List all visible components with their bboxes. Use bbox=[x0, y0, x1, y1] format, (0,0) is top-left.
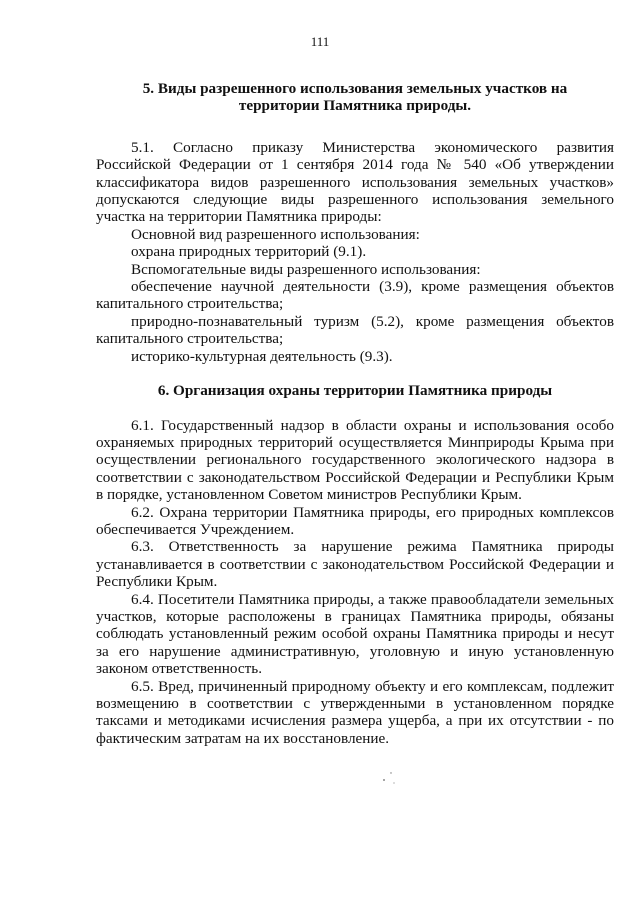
section-5-title-line-2: территории Памятника природы. bbox=[238, 97, 472, 115]
main-use-item: охрана природных территорий (9.1). bbox=[131, 243, 367, 261]
paragraph-6-2: 6.2. Охрана территории Памятника природы, его природных комплексов обеспечивается Учреждением. bbox=[96, 503, 614, 538]
scan-specks bbox=[380, 768, 410, 788]
document-body bbox=[96, 80, 614, 747]
paragraph-6-3: 6.3. Ответственность за нарушение режима Памятника природы устанавливается в соответствии с законодательством Российской Федерации и Республики Крым. bbox=[96, 538, 614, 591]
section-5-title-line-1: 5. Виды разрешенного использования земельных участков на bbox=[142, 80, 568, 97]
paragraph-5-1: 5.1. Согласно приказу Министерства экономического развития Российской Федерации от 1 сентября 2014 года № 540 «Об утверждении классификатора видов разрешенного использования земельных участков» допускаются следующие виды разрешенного использования земельного участка на территории Памятника природы: bbox=[96, 138, 614, 226]
paragraph-6-4: 6.4. Посетители Памятника природы, а также правообладатели земельных участков, которые расположены в границах Памятника природы, обязаны соблюдать установленный режим особой охраны Памятника природы и несут за его нарушение административную, уголовную и иную установленную законом ответственность. bbox=[96, 590, 614, 678]
main-use-label: Основной вид разрешенного использования: bbox=[131, 225, 420, 243]
aux-use-item-1: обеспечение научной деятельности (3.9), кроме размещения объектов капитального строительства; bbox=[96, 278, 614, 313]
page-number: 111 bbox=[310, 34, 330, 49]
paragraph-6-5: 6.5. Вред, причиненный природному объекту и его комплексам, подлежит возмещению в соответствии с утвержденными в установленном порядке таксами и методиками исчисления размера ущерба, а при их отсутствии - по фактическим затратам на их восстановление. bbox=[96, 677, 614, 747]
section-5-title bbox=[96, 80, 614, 115]
section-6-title: 6. Организация охраны территории Памятника природы bbox=[157, 382, 553, 400]
aux-use-item-3: историко-культурная деятельность (9.3). bbox=[131, 347, 393, 365]
aux-use-label: Вспомогательные виды разрешенного использования: bbox=[131, 260, 481, 278]
paragraph-6-1: 6.1. Государственный надзор в области охраны и использования особо охраняемых природных территорий осуществляется Минприроды Крыма при осуществлении регионального государственного экологического надзора в соответствии с законодательством Российской Федерации и Республики Крым в порядке, установленном Советом министров Республики Крым. bbox=[96, 416, 614, 504]
aux-use-item-2: природно-познавательный туризм (5.2), кроме размещения объектов капитального строительства; bbox=[96, 312, 614, 348]
